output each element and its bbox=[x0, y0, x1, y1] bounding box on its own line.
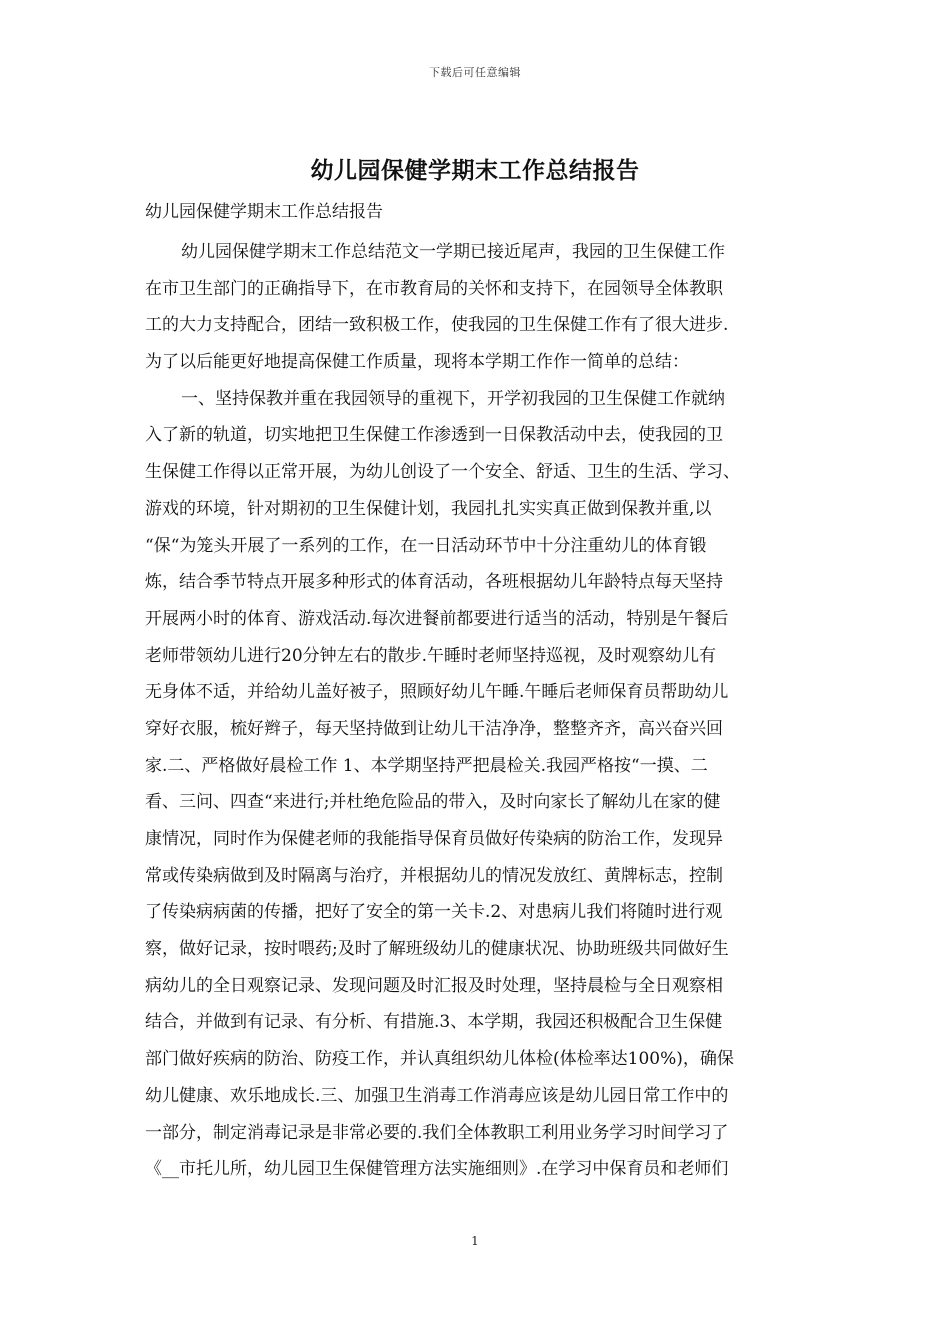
text-line: “保“为笼头开展了一系列的工作，在一日活动环节中十分注重幼儿的体育锻 bbox=[145, 535, 707, 556]
document-title: 幼儿园保健学期末工作总结报告 bbox=[310, 157, 640, 184]
text-line: 工的大力支持配合，团结一致积极工作，使我园的卫生保健工作有了很大进步. bbox=[145, 315, 729, 336]
text-line: 了传染病病菌的传播，把好了安全的第一关卡.2、对患病儿我们将随时进行观 bbox=[145, 902, 723, 923]
text-line: 一部分，制定消毒记录是非常必要的.我们全体教职工利用业务学习时间学习了 bbox=[145, 1122, 729, 1143]
document-subtitle: 幼儿园保健学期末工作总结报告 bbox=[145, 202, 383, 222]
text-line: 入了新的轨道，切实地把卫生保健工作渗透到一日保教活动中去，使我园的卫 bbox=[145, 425, 723, 446]
text-line: 家.二、严格做好晨检工作 1、本学期坚持严把晨检关.我园严格按“一摸、二 bbox=[145, 755, 708, 776]
text-line: 无身体不适，并给幼儿盖好被子，照顾好幼儿午睡.午睡后老师保育员帮助幼儿 bbox=[145, 682, 729, 703]
page-number: 1 bbox=[471, 1234, 479, 1248]
text-line: 康情况，同时作为保健老师的我能指导保育员做好传染病的防治工作，发现异 bbox=[145, 829, 723, 849]
text-line: 幼儿健康、欢乐地成长.三、加强卫生消毒工作消毒应该是幼儿园日常工作中的 bbox=[145, 1085, 729, 1106]
body-text bbox=[145, 234, 809, 1188]
text-line: 部门做好疾病的防治、防疫工作，并认真组织幼儿体检(体检率达100%)，确保 bbox=[145, 1049, 734, 1070]
text-line: 游戏的环境，针对期初的卫生保健计划，我园扎扎实实真正做到保教并重,以 bbox=[145, 498, 712, 519]
header-note: 下载后可任意编辑 bbox=[429, 66, 521, 79]
text-line: 在市卫生部门的正确指导下，在市教育局的关怀和支持下，在园领导全体教职 bbox=[145, 278, 723, 299]
text-line: 一、坚持保教并重在我园领导的重视下，开学初我园的卫生保健工作就纳 bbox=[181, 388, 725, 409]
text-line: 开展两小时的体育、游戏活动.每次进餐前都要进行适当的活动，特别是午餐后 bbox=[145, 608, 729, 629]
text-line: 幼儿园保健学期末工作总结范文一学期已接近尾声，我园的卫生保健工作 bbox=[181, 242, 725, 262]
text-line: 常或传染病做到及时隔离与治疗，并根据幼儿的情况发放红、黄牌标志，控制 bbox=[145, 865, 723, 886]
text-line: 生保健工作得以正常开展，为幼儿创设了一个安全、舒适、卫生的生活、学习、 bbox=[145, 462, 740, 483]
text-line: 病幼儿的全日观察记录、发现问题及时汇报及时处理，坚持晨检与全日观察相 bbox=[145, 975, 723, 996]
text-line: 穿好衣服，梳好辫子，每天坚持做到让幼儿干洁净净，整整齐齐，高兴奋兴回 bbox=[145, 718, 723, 739]
text-line: 《__市托儿所，幼儿园卫生保健管理方法实施细则》.在学习中保育员和老师们 bbox=[145, 1159, 729, 1180]
text-line: 看、三问、四查“来进行;并杜绝危险品的带入，及时向家长了解幼儿在家的健 bbox=[145, 792, 721, 813]
text-line: 察，做好记录，按时喂药;及时了解班级幼儿的健康状况、协助班级共同做好生 bbox=[145, 939, 729, 960]
text-line: 为了以后能更好地提高保健工作质量，现将本学期工作作一简单的总结： bbox=[145, 352, 689, 373]
text-line: 老师带领幼儿进行20分钟左右的散步.午睡时老师坚持巡视，及时观察幼儿有 bbox=[145, 645, 717, 666]
text-line: 结合，并做到有记录、有分析、有措施.3、本学期，我园还积极配合卫生保健 bbox=[145, 1012, 723, 1033]
text-line: 炼，结合季节特点开展多种形式的体育活动，各班根据幼儿年龄特点每天坚持 bbox=[145, 572, 723, 593]
